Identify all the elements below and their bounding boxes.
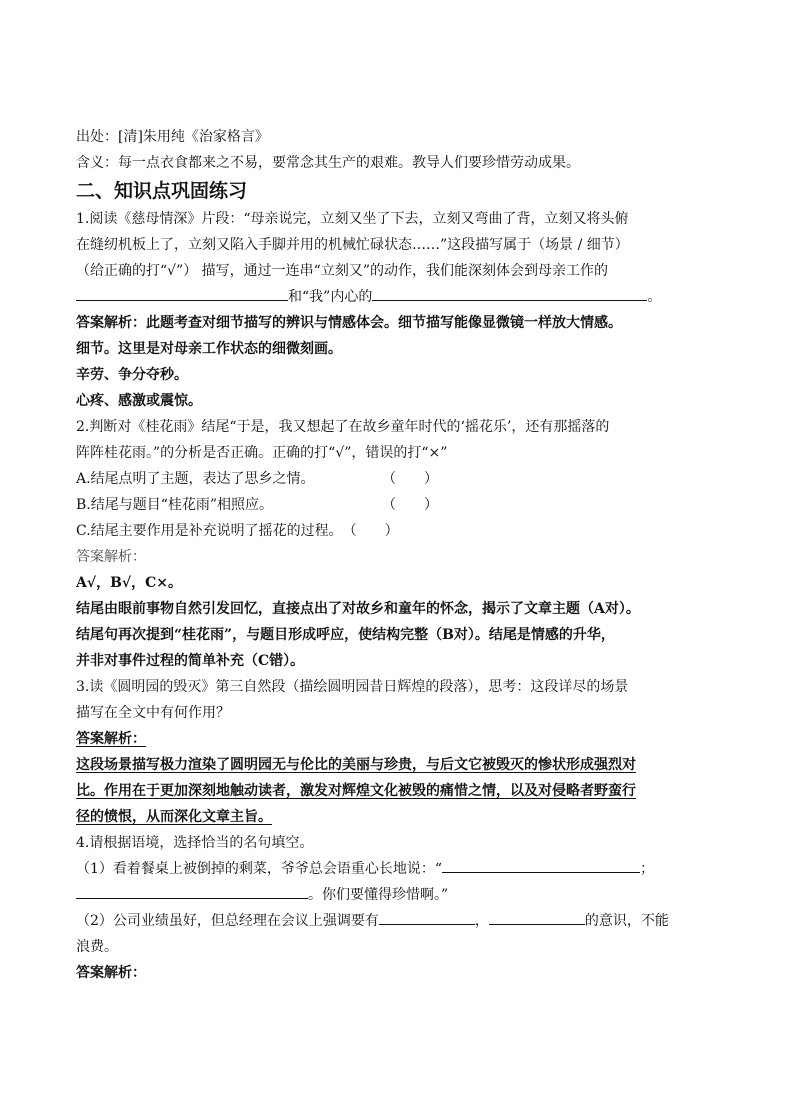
q4-sub2-blank-2[interactable]: [489, 908, 585, 925]
q3-answer-3: 径的愤恨，从而深化文章主旨。: [76, 809, 272, 825]
q1-line4-mid: 和“我”内心的: [288, 289, 373, 305]
q2-option-b: [76, 492, 718, 518]
q3-answer-label: 答案解析：: [76, 731, 146, 747]
q2-answer-label: 答案解析：: [76, 549, 146, 565]
q4-sub1-text: （1）看着餐桌上被倒掉的剩菜，爷爷总会语重心长地说：“: [76, 861, 443, 877]
q4-sub2-text: （2）公司业绩虽好，但总经理在会议上强调要有: [76, 913, 379, 929]
q2-explain-2: 结尾句再次提到“桂花雨”，与题目形成呼应，使结构完整（B对）。结尾是情感的升华，: [76, 627, 615, 643]
q2-answer-key: A√，B√，C×。: [76, 575, 182, 591]
q4-sub2-line-a: [76, 908, 718, 934]
q1-line-4: [76, 284, 718, 310]
q2-option-a-text: A.结尾点明了主题，表达了思乡之情。: [76, 471, 315, 487]
source-line: [76, 124, 718, 150]
source-text: [清]朱用纯《治家格言》: [118, 129, 269, 145]
q2-option-c-paren[interactable]: （ ）: [342, 523, 399, 539]
q4-sub1-end: 。你们要懂得珍惜啊。”: [308, 887, 449, 903]
meaning-line: [76, 150, 718, 176]
q1-line4-end: 。: [647, 289, 662, 305]
q1-answer-2: 辛劳、争分夺秒。: [76, 367, 188, 383]
section-heading: 二、知识点巩固练习: [76, 180, 248, 202]
q4-sub1-blank-1[interactable]: [442, 856, 640, 873]
meaning-text: 每一点衣食都来之不易，要常念其生产的艰难。教导人们要珍惜劳动成果。: [118, 155, 580, 171]
document-page: [76, 124, 718, 986]
q2-line-2: 阵阵桂花雨。”的分析是否正确。正确的打“√”，错误的打“×”: [76, 445, 448, 461]
q1-answer-3: 心疼、感激或震惊。: [76, 393, 202, 409]
q4-sub1-blank-2[interactable]: [76, 882, 308, 899]
q4-sub2-sep: ，: [474, 913, 489, 929]
q4-answer-label: 答案解析：: [76, 965, 146, 981]
q1-line-2: 在缝纫机板上了，立刻又陷入手脚并用的机械忙碌状态……”这段描写属于（场景 / 细节）: [76, 237, 629, 253]
q1-line-1: 1.阅读《慈母情深》片段：“母亲说完，立刻又坐了下去，立刻又弯曲了背，立刻又将头俯: [76, 211, 629, 227]
q1-answer-title: 答案解析：此题考查对细节描写的辨识与情感体会。细节描写能像显微镜一样放大情感。: [76, 315, 622, 331]
q2-option-c-text: C.结尾主要作用是补充说明了摇花的过程。: [76, 523, 343, 539]
source-label: 出处：: [76, 129, 118, 145]
q4-line-1: 4.请根据语境，选择恰当的名句填空。: [76, 835, 314, 851]
q3-line-2: 描写在全文中有何作用？: [76, 705, 230, 721]
q3-line-1: 3.读《圆明园的毁灭》第三自然段（描绘圆明园昔日辉煌的段落），思考：这段详尽的场景: [76, 679, 629, 695]
q4-sub1-sep: ；: [640, 861, 655, 877]
q4-sub2-end: 的意识，不能: [584, 913, 669, 929]
q2-option-c: [76, 518, 718, 544]
q2-explain-3: 并非对事件过程的简单补充（C错）。: [76, 653, 305, 669]
q1-answer-1: 细节。这里是对母亲工作状态的细微刻画。: [76, 341, 342, 357]
q2-option-b-text: B.结尾与题目“桂花雨”相照应。: [76, 497, 274, 513]
q3-answer-2: 比。作用在于更加深刻地触动读者，激发对辉煌文化被毁的痛惜之情，以及对侵略者野蛮行: [76, 783, 636, 799]
q4-sub1-line-b: [76, 882, 718, 908]
q1-line-3: （给正确的打“√”） 描写，通过一连串“立刻又”的动作，我们能深刻体会到母亲工作的: [76, 263, 608, 279]
q1-blank-1[interactable]: [76, 284, 288, 301]
q3-answer-1: 这段场景描写极力渲染了圆明园无与伦比的美丽与珍贵，与后文它被毁灭的惨状形成强烈对: [76, 757, 636, 773]
q4-sub1-line-a: [76, 856, 718, 882]
q2-explain-1: 结尾由眼前事物自然引发回忆，直接点出了对故乡和童年的怀念，揭示了文章主题（A对）。: [76, 601, 640, 617]
q2-option-a-paren[interactable]: （ ）: [382, 471, 438, 487]
meaning-label: 含义：: [76, 155, 118, 171]
q4-sub2-blank-1[interactable]: [379, 908, 475, 925]
q2-option-b-paren[interactable]: （ ）: [382, 497, 438, 513]
q2-line-1: 2.判断对《桂花雨》结尾“于是，我又想起了在故乡童年时代的‘摇花乐’，还有那摇落的: [76, 419, 610, 435]
q4-sub2-line-b: 浪费。: [76, 939, 118, 955]
q2-option-a: [76, 466, 718, 492]
q1-blank-2[interactable]: [372, 284, 647, 301]
